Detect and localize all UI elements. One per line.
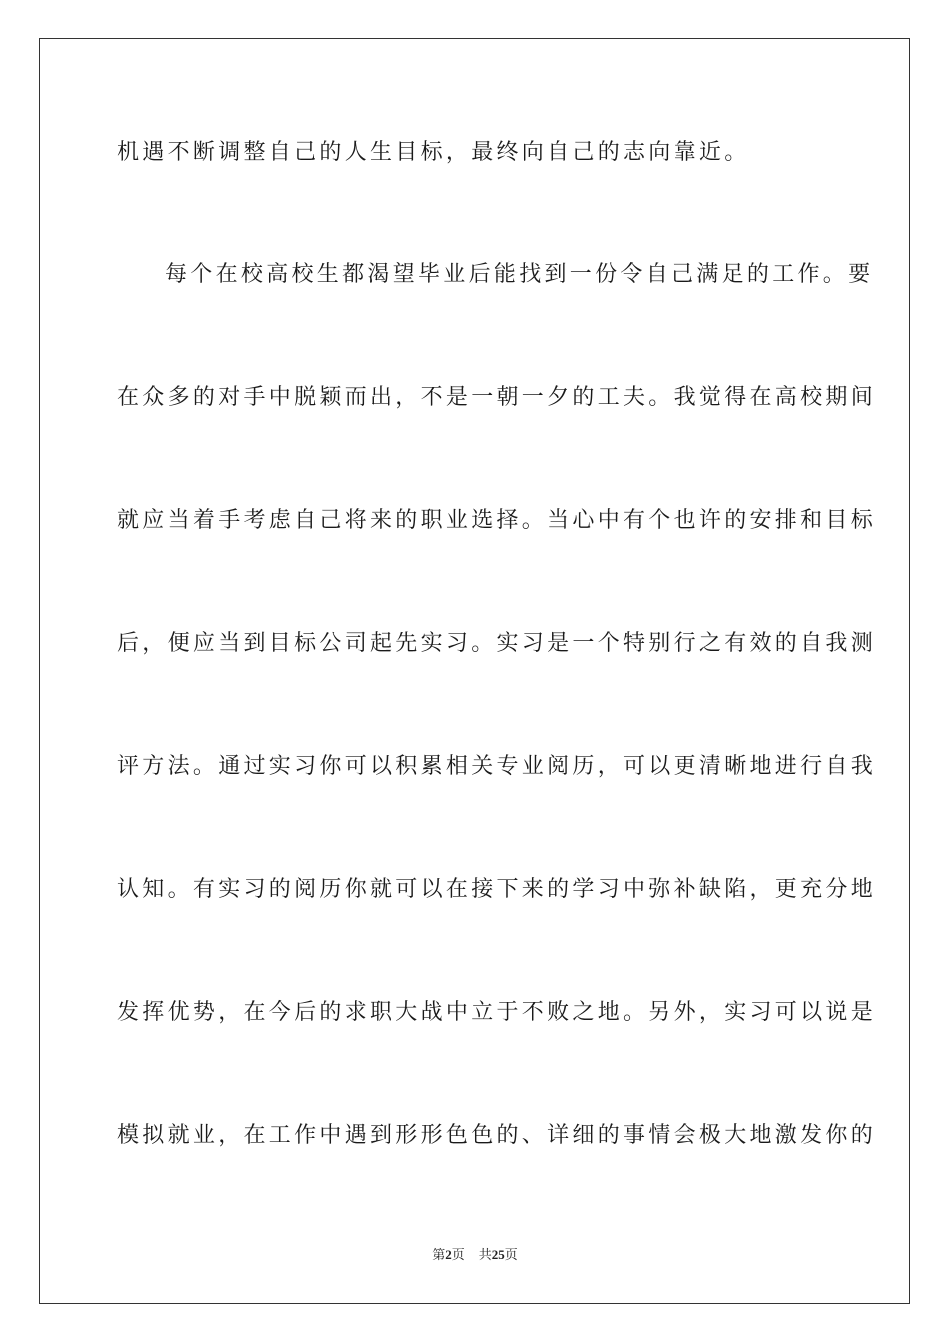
- body-line-8: 发挥优势，在今后的求职大战中立于不败之地。另外，实习可以说是: [117, 1000, 877, 1025]
- footer-page-number: 2: [445, 1247, 452, 1262]
- body-line-1: 机遇不断调整自己的人生目标，最终向自己的志向靠近。: [117, 140, 750, 165]
- page-border: [39, 38, 910, 1304]
- footer-page-prefix: 第: [432, 1248, 446, 1263]
- footer-page-suffix: 页: [451, 1248, 465, 1263]
- footer-total-pages: 25: [491, 1247, 505, 1262]
- body-line-4: 就应当着手考虑自己将来的职业选择。当心中有个也许的安排和目标: [117, 508, 877, 533]
- body-line-5: 后，便应当到目标公司起先实习。实习是一个特别行之有效的自我测: [117, 631, 877, 656]
- page-footer: [0, 1246, 950, 1265]
- body-line-7: 认知。有实习的阅历你就可以在接下来的学习中弥补缺陷，更充分地: [117, 877, 877, 902]
- body-line-6: 评方法。通过实习你可以积累相关专业阅历，可以更清晰地进行自我: [117, 754, 877, 779]
- footer-total-prefix: 共: [478, 1248, 492, 1263]
- body-line-3: 在众多的对手中脱颖而出，不是一朝一夕的工夫。我觉得在高校期间: [117, 385, 877, 410]
- footer-total-suffix: 页: [504, 1248, 518, 1263]
- body-line-2: 每个在校高校生都渴望毕业后能找到一份令自己满足的工作。要: [165, 262, 874, 287]
- body-line-9: 模拟就业，在工作中遇到形形色色的、详细的事情会极大地激发你的: [117, 1123, 877, 1148]
